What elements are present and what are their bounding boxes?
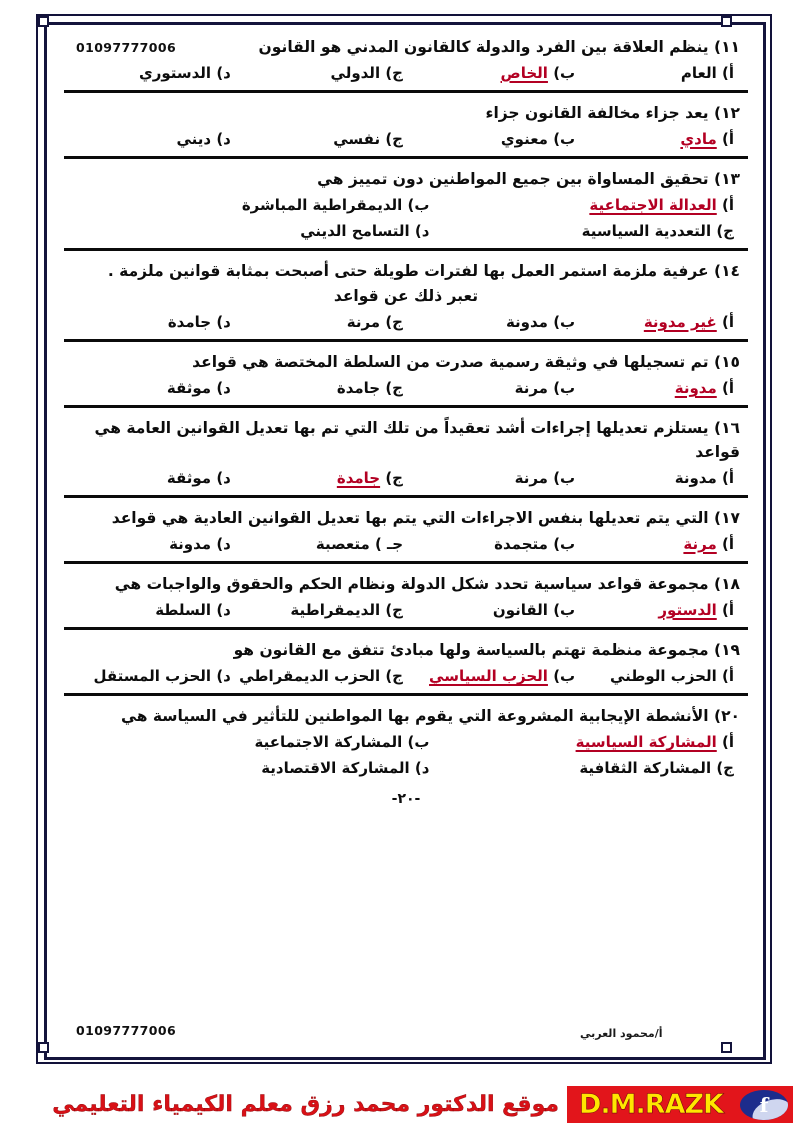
answer-option[interactable] [403,130,575,148]
answer-option[interactable] [429,759,740,777]
option-text: نفسي [333,130,381,149]
option-label: أ) [722,64,734,83]
option-text: غير مدونة [643,313,717,332]
answer-option[interactable] [403,535,575,553]
author-signature: أ/محمود العربي [580,1027,663,1040]
option-label: د) [216,535,231,554]
option-text: موثقة [166,379,212,398]
option-label: أ) [722,130,734,149]
option-label: د) [216,601,231,620]
site-banner[interactable] [0,1086,793,1123]
answer-option[interactable] [72,196,429,214]
option-text: مرنة [514,379,548,398]
option-label: د) [216,313,231,332]
option-label: ب) [407,733,430,752]
option-label: أ) [722,469,734,488]
option-label: ج) [385,469,403,488]
answer-option[interactable] [231,379,403,397]
answer-option-correct[interactable] [575,535,740,553]
option-text: التعددية السياسية [581,222,712,241]
option-label: د) [216,379,231,398]
question-block [64,256,748,342]
option-text: المشاركة الاقتصادية [261,759,410,778]
question-block [64,635,748,696]
question-block [64,98,748,159]
option-row [70,192,742,218]
option-row [70,375,742,401]
option-row [70,218,742,244]
option-text: العام [680,64,717,83]
answer-option[interactable] [403,313,575,331]
answer-option[interactable] [72,64,231,82]
option-label: أ) [722,535,734,554]
option-label: جـ ) [374,535,403,554]
option-label: ب) [407,196,430,215]
question-stem: ١٧) التي يتم تعديلها بنفس الاجراءات التي يتم بها تعديل القوانين العادية هي قواعد [111,509,740,528]
answer-option[interactable] [231,313,403,331]
option-text: الدولي [330,64,381,83]
option-text: معنوي [500,130,548,149]
option-row [70,465,742,491]
option-row [70,309,742,335]
option-row [70,531,742,557]
option-label: ج) [385,379,403,398]
option-text: الديمقراطية المباشرة [241,196,403,215]
option-label: أ) [722,196,734,215]
option-label: أ) [722,667,734,686]
question-stem: ١٩) مجموعة منظمة تهتم بالسياسة ولها مبادئ تتفق مع القانون هو [233,641,740,660]
question-stem: ١٤) عرفية ملزمة استمر العمل بها لفترات طويلة حتى أصبحت بمثابة قوانين ملزمة . [107,262,740,281]
option-text: ديني [176,130,212,149]
option-text: الدستوري [138,64,212,83]
answer-option[interactable] [231,64,403,82]
option-text: مرنة [514,469,548,488]
answer-option[interactable] [429,222,740,240]
option-label: ب) [553,535,576,554]
option-text: العدالة الاجتماعية [589,196,717,215]
facebook-swoosh [749,1094,788,1120]
answer-option-correct[interactable] [429,196,740,214]
answer-option[interactable] [72,313,231,331]
corner-nib-top-right [721,16,732,27]
option-label: ج) [385,130,403,149]
option-label: أ) [722,379,734,398]
answer-option[interactable] [403,469,575,487]
option-label: د) [216,667,231,686]
question-stem: ١٨) مجموعة قواعد سياسية تحدد شكل الدولة ونظام الحكم والحقوق والواجبات هي [114,575,740,594]
option-label: د) [414,759,430,778]
banner-title: موقع الدكتور محمد رزق معلم الكيمياء التعليمي [0,1086,567,1123]
option-text: الحزب الديمقراطي [239,667,381,686]
option-text: جامدة [336,379,381,398]
phone-number-bottom: 01097777006 [76,1023,177,1038]
answer-option[interactable] [231,535,403,553]
question-block [64,569,748,630]
answer-option-correct[interactable] [575,130,740,148]
answer-option[interactable] [403,601,575,619]
option-text: التسامح الديني [300,222,410,241]
option-label: ج) [385,313,403,332]
corner-nib-top-left [38,16,49,27]
answer-option[interactable] [403,379,575,397]
question-stem: ١٦) يستلزم تعديلها إجراءات أشد تعقيداً من تلك التي تم بها تعديل القوانين العامة هي قواعد [94,419,740,462]
answer-option[interactable] [72,222,429,240]
answer-option[interactable] [575,469,740,487]
option-row [70,729,742,755]
option-text: مدونة [674,379,717,398]
answer-option[interactable] [231,601,403,619]
answer-option-correct[interactable] [231,469,403,487]
answer-option[interactable] [72,667,231,685]
option-row [70,60,742,86]
banner-brand-label: D.M.RAZK [567,1086,735,1123]
answer-option-correct[interactable] [403,667,575,685]
option-text: الدستور [658,601,717,620]
option-text: الخاص [500,64,548,83]
option-text: مدونة [169,535,212,554]
option-text: المشاركة الاجتماعية [254,733,403,752]
answer-option[interactable] [72,379,231,397]
option-text: المشاركة السياسية [575,733,717,752]
page-number: -٢٠- [391,791,421,808]
option-text: المشاركة الثقافية [579,759,712,778]
facebook-oval [740,1090,788,1120]
exam-content [56,28,756,1052]
facebook-icon[interactable] [735,1086,793,1123]
question-list [64,32,748,785]
option-row [70,755,742,781]
answer-option[interactable] [72,535,231,553]
option-text: متجمدة [494,535,548,554]
question-stem: ١٣) تحقيق المساواة بين جميع المواطنين دون تمييز هي [317,170,740,189]
option-text: القانون [492,601,548,620]
answer-option-correct[interactable] [575,313,740,331]
answer-option-correct[interactable] [575,601,740,619]
option-text: مادي [680,130,717,149]
option-label: ب) [553,667,576,686]
question-stem: ١٥) تم تسجيلها في وثيقة رسمية صدرت من السلطة المختصة هي قواعد [192,353,740,372]
option-row [70,597,742,623]
option-label: ج) [716,759,734,778]
option-text: متعصبة [315,535,370,554]
question-block [64,701,748,785]
option-label: ب) [553,601,576,620]
option-text: مدونة [674,469,717,488]
answer-option[interactable] [72,130,231,148]
option-label: ب) [553,313,576,332]
answer-option[interactable] [231,667,403,685]
answer-option[interactable] [72,469,231,487]
corner-nib-bottom-left [38,1042,49,1053]
option-label: د) [414,222,430,241]
answer-option[interactable] [72,601,231,619]
option-label: ج) [716,222,734,241]
question-stem: ٢٠) الأنشطة الإيجابية المشروعة التي يقوم بها المواطنين للتأثير في السياسة هي [121,707,740,726]
answer-option-correct[interactable] [575,379,740,397]
option-label: أ) [722,733,734,752]
option-text: السلطة [155,601,212,620]
question-stem: ١٢) يعد جزاء مخالفة القانون جزاء [485,104,740,123]
option-text: جامدة [167,313,212,332]
option-text: الديمقراطية [290,601,381,620]
option-label: ب) [553,469,576,488]
answer-option-correct[interactable] [429,733,740,751]
option-text: الحزب الوطني [609,667,717,686]
option-text: جامدة [336,469,381,488]
option-label: ب) [553,379,576,398]
option-label: ج) [385,64,403,83]
question-block [64,347,748,408]
question-stem-continuation: تعبر ذلك عن قواعد [333,287,479,306]
answer-option[interactable] [231,130,403,148]
question-block [64,413,748,498]
option-label: ج) [385,667,403,686]
question-block [64,32,748,93]
question-block [64,503,748,564]
option-label: د) [216,469,231,488]
question-stem: ١١) ينظم العلاقة بين الفرد والدولة كالقانون المدني هو القانون [258,38,740,56]
option-label: أ) [722,601,734,620]
option-text: مرنة [346,313,381,332]
option-label: أ) [722,313,734,332]
phone-number-top: 01097777006 [76,40,177,55]
option-label: ب) [553,130,576,149]
option-label: ج) [385,601,403,620]
option-text: موثقة [166,469,212,488]
option-label: د) [216,130,231,149]
option-label: د) [216,64,231,83]
answer-option[interactable] [575,667,740,685]
question-block [64,164,748,251]
option-text: مدونة [505,313,548,332]
option-text: الحزب المستقل [93,667,212,686]
answer-option[interactable] [72,733,429,751]
option-label: ب) [553,64,576,83]
answer-option-correct[interactable] [403,64,575,82]
answer-option[interactable] [72,759,429,777]
option-text: مرنة [683,535,717,554]
option-text: الحزب السياسي [429,667,548,686]
option-row [70,126,742,152]
facebook-f-glyph: f [759,1092,769,1117]
answer-option[interactable] [575,64,740,82]
option-row [70,663,742,689]
